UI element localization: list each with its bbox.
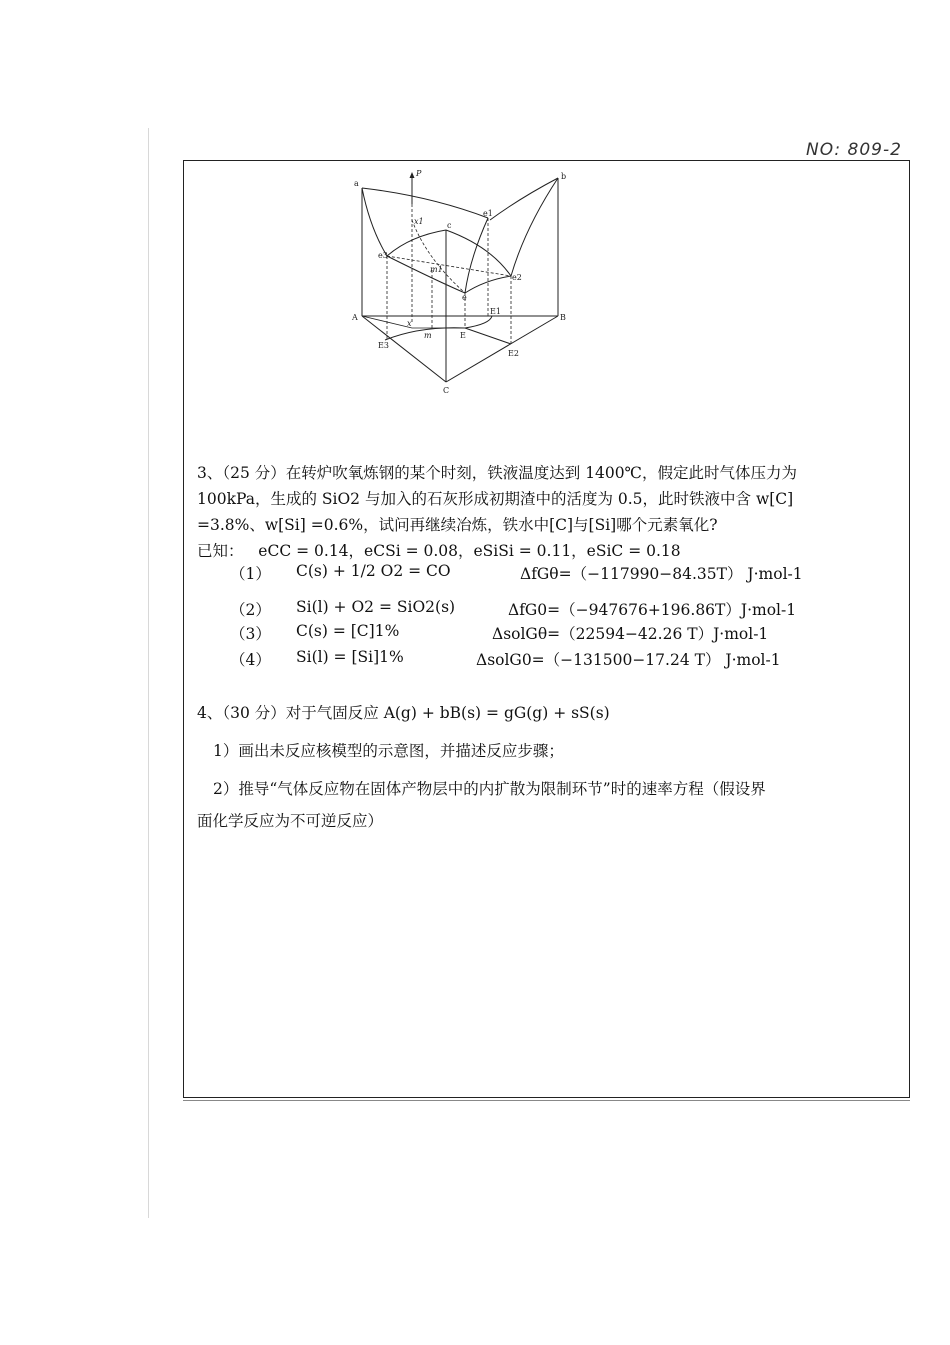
projection-curves (385, 316, 511, 344)
label-x: x (407, 319, 412, 328)
liquidus-c-e3 (387, 230, 446, 256)
label-A: A (352, 313, 358, 322)
label-E2: E2 (508, 349, 519, 358)
q4-item-1: 1）画出未反应核模型的示意图，并描述反应步骤； (213, 742, 564, 760)
page-number: NO: 809-2 (806, 140, 902, 160)
label-e3: e3 (378, 251, 388, 260)
label-b: b (561, 172, 567, 181)
q3-line-3: =3.8%、w[Si] =0.6%，试问再继续冶炼，铁水中[C]与[Si]哪个元素氧化? (197, 516, 718, 534)
label-x1: x1 (414, 217, 424, 226)
label-m1: m1 (430, 265, 443, 274)
label-B: B (560, 313, 566, 322)
q3-line-1: 3、（25 分）在转炉吹氧炼钢的某个时刻，铁液温度达到 1400℃，假定此时气体压力为 (197, 464, 797, 482)
label-E1: E1 (490, 307, 501, 316)
label-E3: E3 (378, 341, 389, 350)
valley-e3-e (387, 256, 465, 293)
question-3 (197, 460, 902, 564)
label-a: a (354, 179, 359, 188)
liquidus-a-e3 (362, 188, 387, 256)
q3-line-2: 100kPa，生成的 SiO2 与加入的石灰形成初期渣中的活度为 0.5，此时铁液中含 w[C] (197, 490, 794, 508)
q4-title: 4、（30 分）对于气固反应 A(g) + bB(s) = gG(g) + sS(s) (197, 704, 610, 722)
label-m: m (424, 331, 432, 340)
label-c-top: c (447, 221, 452, 230)
liquidus-b-e1 (490, 178, 558, 220)
label-E: E (460, 331, 466, 340)
liquidus-b-e2 (511, 178, 558, 276)
valley-e1-e (465, 218, 488, 293)
label-e1: e1 (483, 209, 493, 218)
interaction-coefficients: eCC = 0.14，eCSi = 0.08，eSiSi = 0.11，eSiC = 0.18 (258, 542, 681, 560)
label-p: P (416, 169, 422, 178)
label-e2: e2 (512, 273, 522, 282)
scan-edge (148, 128, 149, 1218)
known-label: 已知： (197, 542, 244, 560)
label-e: e (462, 293, 467, 302)
q3-known (197, 538, 902, 564)
liquidus-a-e1 (362, 188, 488, 218)
q4-item-2b: 面化学反应为不可逆反应） (197, 812, 384, 830)
liquidus-c-e2 (446, 230, 511, 276)
label-C: C (443, 386, 450, 395)
q4-item-2a: 2）推导“气体反应物在固体产物层中的内扩散为限制环节”时的速率方程（假设界 (213, 780, 766, 798)
bottom-rule (183, 1100, 910, 1101)
base-edge-bc (446, 316, 558, 382)
ternary-phase-diagram (340, 168, 580, 400)
question-4 (197, 700, 766, 846)
